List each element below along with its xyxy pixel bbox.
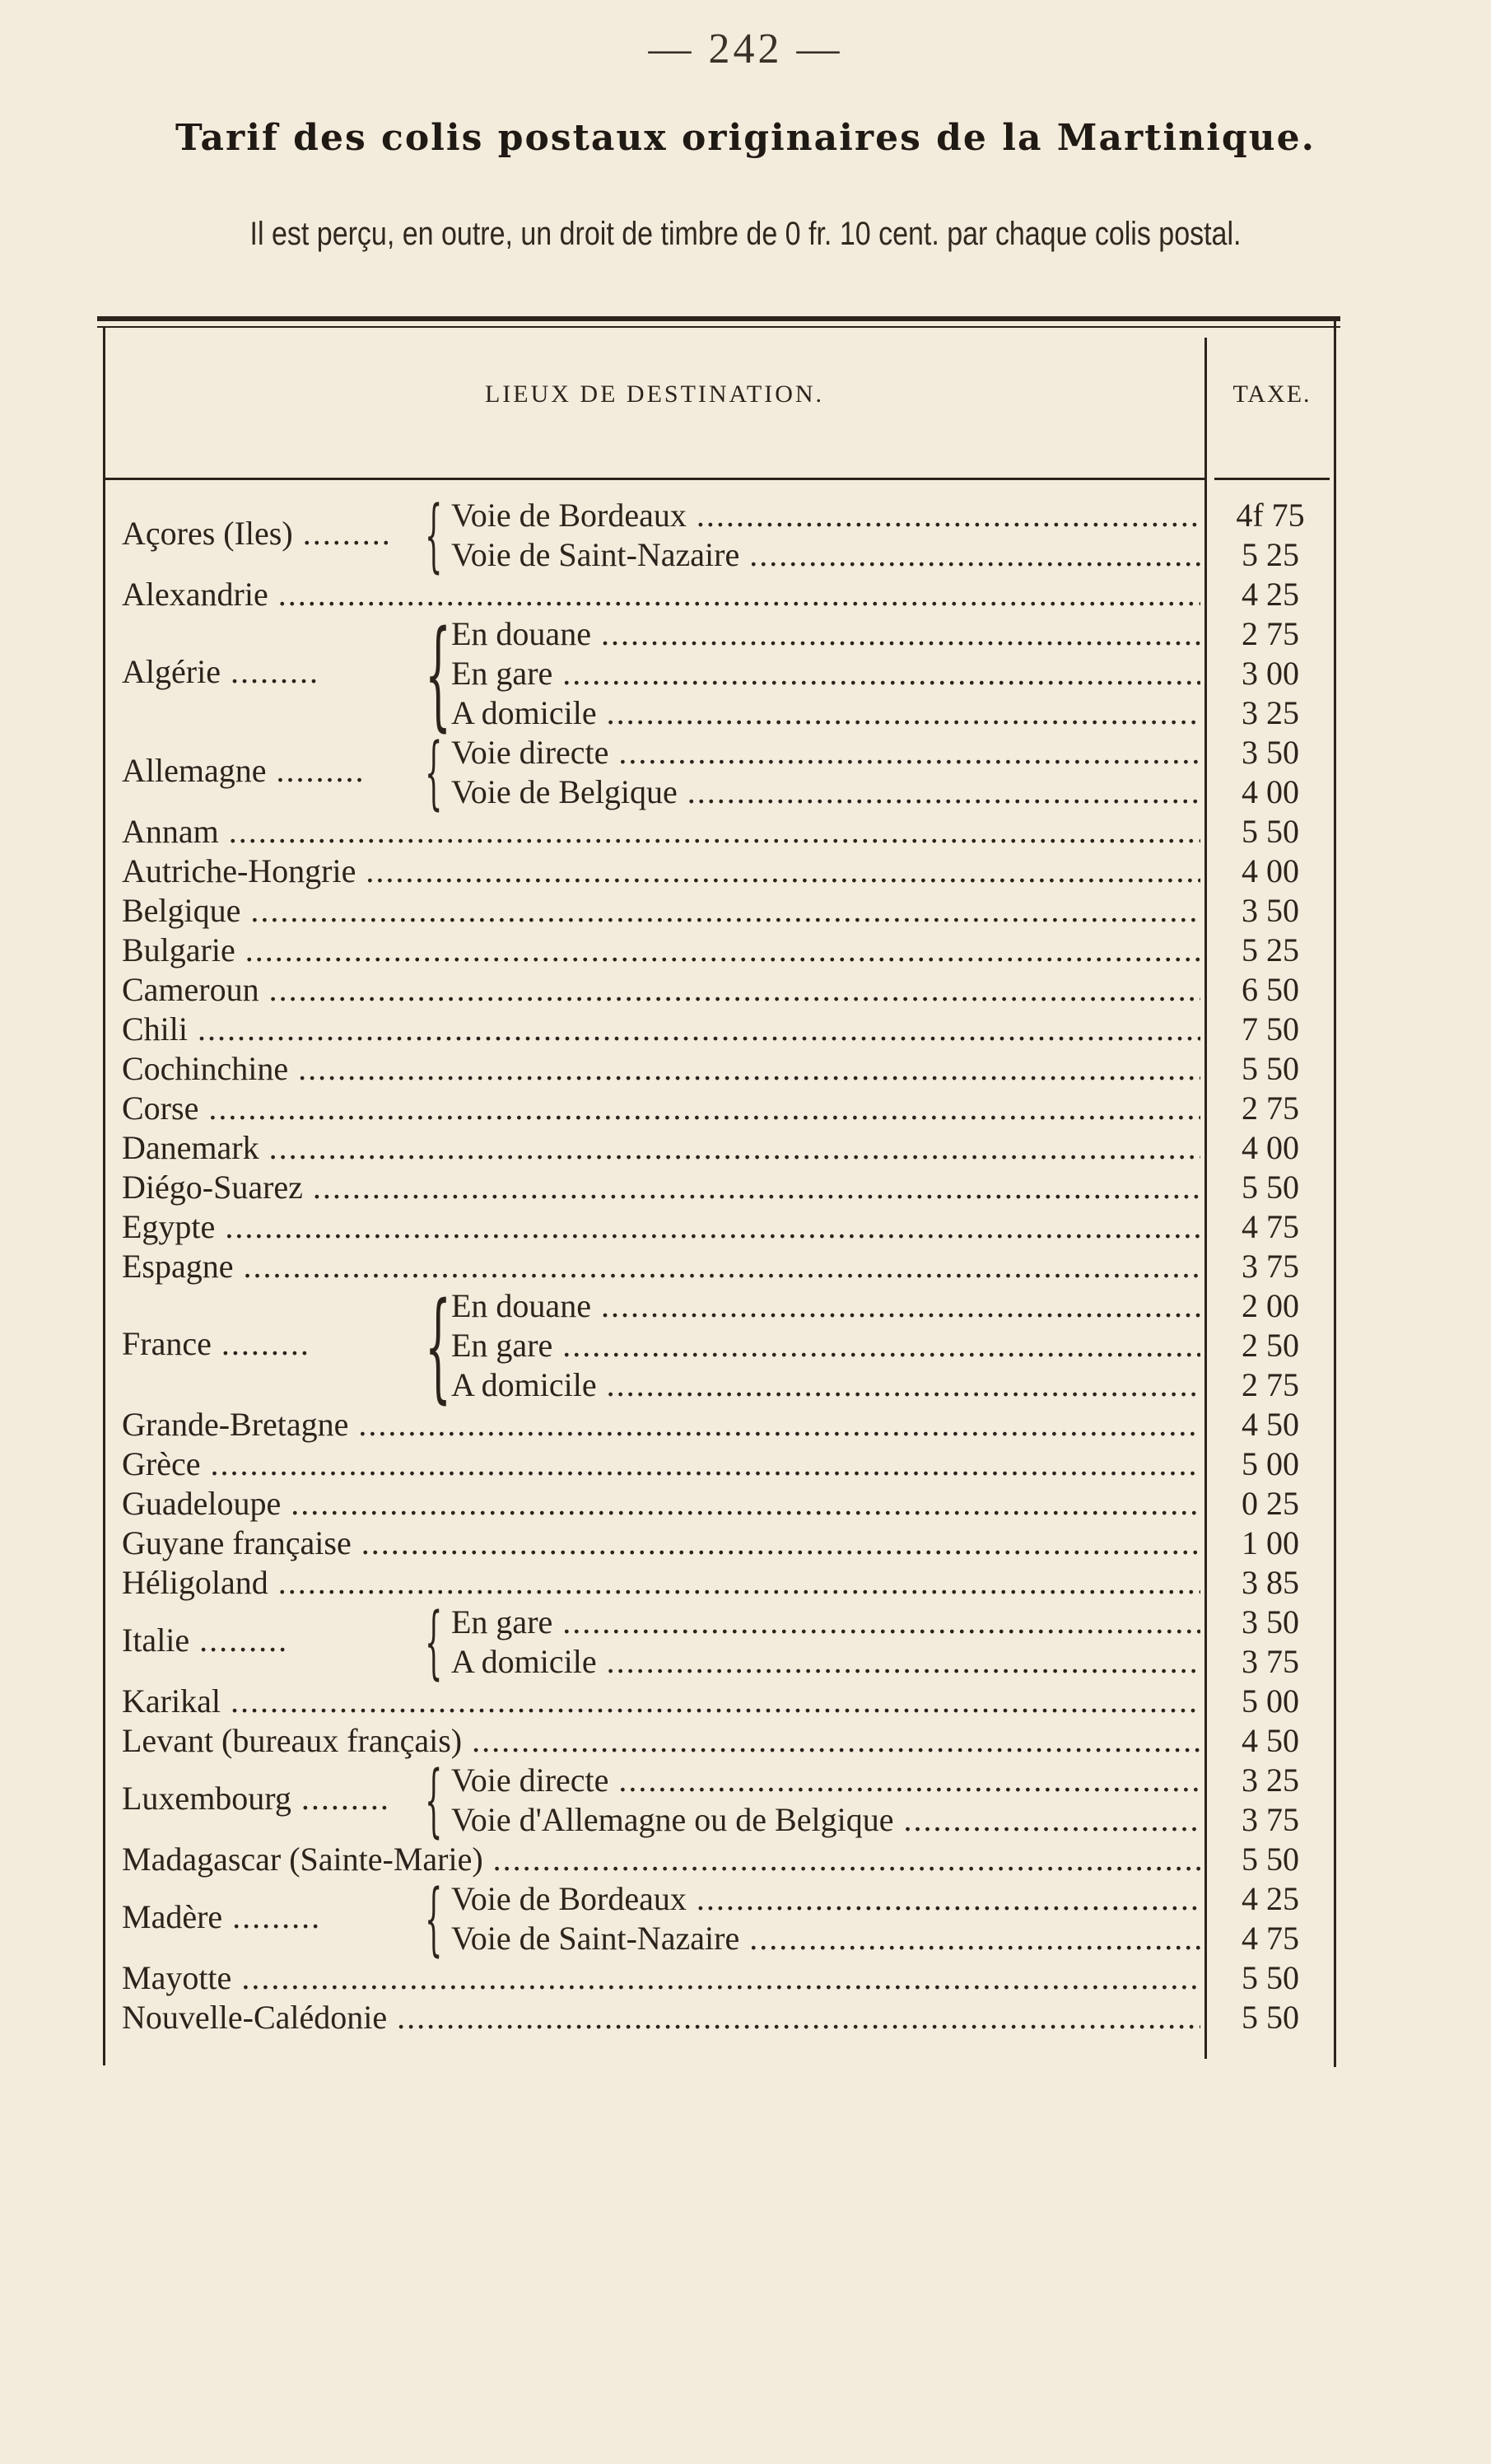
header-rule-dest bbox=[105, 478, 1204, 480]
destination-text: Alexandrie ..... bbox=[122, 576, 1200, 613]
destination-name bbox=[122, 1524, 1200, 1563]
route-text: Voie de Saint-Nazaire ..... bbox=[451, 1920, 1200, 1957]
taxe-value: 3 25 bbox=[1242, 1762, 1299, 1799]
page-number: — 242 — bbox=[648, 26, 843, 72]
route-text: En douane ..... bbox=[451, 615, 1200, 652]
table-row-group bbox=[122, 1754, 1326, 1846]
destination-text: Héligoland ..... bbox=[122, 1564, 1200, 1601]
taxe-value: 3 75 bbox=[1242, 1643, 1299, 1680]
route-label bbox=[451, 654, 1200, 693]
taxe-value: 4 00 bbox=[1242, 852, 1299, 889]
table-right-border bbox=[1334, 317, 1336, 2067]
destination-text: Cochinchine ..... bbox=[122, 1050, 1200, 1087]
taxe-value: 3 85 bbox=[1242, 1564, 1299, 1601]
destination-name bbox=[122, 1089, 1200, 1128]
table-row bbox=[122, 1524, 1326, 1563]
table-row bbox=[122, 1405, 1326, 1444]
destination-text: Italie ..... bbox=[122, 1622, 288, 1659]
brace-symbol: { bbox=[425, 1754, 443, 1846]
taxe-value: 2 75 bbox=[1242, 1090, 1299, 1127]
taxe-value: 4 25 bbox=[1242, 1880, 1299, 1917]
taxe-value: 4f 75 bbox=[1236, 497, 1305, 534]
destination-text: Grèce ..... bbox=[122, 1445, 1200, 1482]
destination-text: Chili ..... bbox=[122, 1010, 1200, 1048]
table-row bbox=[122, 1247, 1326, 1286]
table-row bbox=[122, 1168, 1326, 1207]
route-label bbox=[451, 1326, 1200, 1365]
destination-name bbox=[122, 891, 1200, 931]
route-label bbox=[451, 1603, 1200, 1642]
table-row-group bbox=[122, 489, 1326, 581]
destination-name bbox=[122, 970, 1200, 1010]
destination-name bbox=[122, 1049, 1200, 1089]
table-row bbox=[122, 1207, 1326, 1247]
taxe-value: 5 00 bbox=[1242, 1445, 1299, 1482]
route-label bbox=[451, 496, 1200, 535]
route-label bbox=[451, 535, 1200, 575]
destination-text: Mayotte ..... bbox=[122, 1959, 1200, 1996]
destination-name bbox=[122, 1484, 1200, 1524]
table-top-rule bbox=[97, 316, 1340, 321]
table-row-group bbox=[122, 1596, 1326, 1688]
route-label bbox=[451, 614, 1200, 654]
route-label bbox=[451, 1879, 1200, 1919]
destination-text: Guadeloupe ..... bbox=[122, 1485, 1200, 1522]
destination-text: Bulgarie ..... bbox=[122, 931, 1200, 968]
destination-name bbox=[122, 1324, 310, 1363]
route-label bbox=[451, 1642, 1200, 1682]
destination-name bbox=[122, 1721, 1200, 1761]
table-row bbox=[122, 812, 1326, 852]
destination-text: Egypte ..... bbox=[122, 1208, 1200, 1245]
taxe-value: 4 00 bbox=[1242, 1129, 1299, 1166]
route-label bbox=[451, 1286, 1200, 1326]
table-row bbox=[122, 1682, 1326, 1721]
destination-text: Allemagne ..... bbox=[122, 752, 366, 789]
destination-name bbox=[122, 751, 366, 790]
taxe-value: 3 00 bbox=[1242, 655, 1299, 692]
destination-name bbox=[122, 1405, 1200, 1444]
taxe-value: 3 50 bbox=[1242, 734, 1299, 771]
destination-text: Nouvelle-Calédonie ..... bbox=[122, 1999, 1200, 2036]
destination-name bbox=[122, 1779, 390, 1818]
table-row bbox=[122, 1721, 1326, 1761]
destination-name bbox=[122, 1010, 1200, 1049]
destination-text: Annam ..... bbox=[122, 813, 1200, 850]
taxe-value: 2 00 bbox=[1242, 1287, 1299, 1324]
taxe-value: 5 50 bbox=[1242, 1959, 1299, 1996]
destination-text: Madère ..... bbox=[122, 1898, 321, 1935]
table-row bbox=[122, 852, 1326, 891]
taxe-value: 7 50 bbox=[1242, 1010, 1299, 1048]
destination-name bbox=[122, 1563, 1200, 1603]
taxe-value: 3 50 bbox=[1242, 1603, 1299, 1640]
destination-text: Karikal ..... bbox=[122, 1682, 1200, 1720]
route-text: Voie directe ..... bbox=[451, 734, 1200, 771]
route-label bbox=[451, 1919, 1200, 1958]
table-row bbox=[122, 1840, 1326, 1879]
route-text: En gare ..... bbox=[451, 1603, 1200, 1640]
table-row bbox=[122, 1563, 1326, 1603]
taxe-value: 2 50 bbox=[1242, 1327, 1299, 1364]
destination-name bbox=[122, 1621, 288, 1659]
destination-text: Grande-Bretagne ..... bbox=[122, 1406, 1200, 1443]
table-row-group bbox=[122, 726, 1326, 819]
route-text: Voie de Belgique ..... bbox=[451, 773, 1200, 810]
table-row bbox=[122, 931, 1326, 970]
destination-text: France ..... bbox=[122, 1325, 310, 1362]
table-row-group bbox=[122, 604, 1326, 743]
taxe-value: 4 75 bbox=[1242, 1208, 1299, 1245]
table-row-group bbox=[122, 1873, 1326, 1965]
destination-name bbox=[122, 1998, 1200, 2037]
taxe-value: 3 75 bbox=[1242, 1248, 1299, 1285]
brace-symbol: { bbox=[425, 604, 452, 743]
brace-symbol: { bbox=[425, 1276, 452, 1415]
taxe-value: 4 50 bbox=[1242, 1406, 1299, 1443]
stamp-duty-note: Il est perçu, en outre, un droit de timbre de 0 fr. 10 cent. par chaque colis postal. bbox=[249, 216, 1242, 252]
taxe-value: 3 25 bbox=[1242, 694, 1299, 731]
table-row bbox=[122, 1444, 1326, 1484]
brace-symbol: { bbox=[425, 489, 443, 581]
route-text: En gare ..... bbox=[451, 655, 1200, 692]
taxe-value: 4 00 bbox=[1242, 773, 1299, 810]
route-text: Voie de Bordeaux ..... bbox=[451, 497, 1200, 534]
table-top-rule-thin bbox=[97, 326, 1340, 328]
taxe-value: 3 75 bbox=[1242, 1801, 1299, 1838]
destination-name bbox=[122, 1247, 1200, 1286]
destination-text: Espagne ..... bbox=[122, 1248, 1200, 1285]
destination-name bbox=[122, 1128, 1200, 1168]
taxe-value: 2 75 bbox=[1242, 615, 1299, 652]
destination-text: Danemark ..... bbox=[122, 1129, 1200, 1166]
table-row bbox=[122, 891, 1326, 931]
taxe-value: 5 50 bbox=[1242, 1169, 1299, 1206]
page-title: Tarif des colis postaux originaires de la Martinique. bbox=[175, 117, 1316, 159]
route-label bbox=[451, 1365, 1200, 1405]
taxe-value: 4 25 bbox=[1242, 576, 1299, 613]
route-label bbox=[451, 1800, 1200, 1840]
destination-text: Madagascar (Sainte-Marie) ..... bbox=[122, 1841, 1200, 1878]
taxe-value: 6 50 bbox=[1242, 971, 1299, 1008]
route-text: En douane ..... bbox=[451, 1287, 1200, 1324]
taxe-value: 5 50 bbox=[1242, 1050, 1299, 1087]
route-text: A domicile ..... bbox=[451, 1643, 1200, 1680]
header-rule-taxe bbox=[1214, 478, 1330, 480]
taxe-value: 1 00 bbox=[1242, 1524, 1299, 1561]
brace-symbol: { bbox=[425, 1596, 443, 1688]
route-label bbox=[451, 693, 1200, 733]
table-row bbox=[122, 1958, 1326, 1998]
route-text: Voie de Saint-Nazaire ..... bbox=[451, 536, 1200, 573]
destination-name bbox=[122, 1444, 1200, 1484]
route-text: En gare ..... bbox=[451, 1327, 1200, 1364]
taxe-value: 0 25 bbox=[1242, 1485, 1299, 1522]
destination-text: Algérie ..... bbox=[122, 653, 319, 690]
destination-text: Cameroun ..... bbox=[122, 971, 1200, 1008]
taxe-value: 5 25 bbox=[1242, 931, 1299, 968]
header-destination: LIEUX DE DESTINATION. bbox=[484, 380, 825, 408]
taxe-value: 2 75 bbox=[1242, 1366, 1299, 1403]
brace-symbol: { bbox=[425, 726, 443, 819]
taxe-value: 4 75 bbox=[1242, 1920, 1299, 1957]
destination-text: Luxembourg ..... bbox=[122, 1780, 390, 1817]
header-taxe: TAXE. bbox=[1232, 380, 1312, 408]
destination-name bbox=[122, 1958, 1200, 1998]
table-row bbox=[122, 1010, 1326, 1049]
destination-name bbox=[122, 652, 319, 691]
taxe-value: 3 50 bbox=[1242, 892, 1299, 929]
route-text: Voie d'Allemagne ou de Belgique ..... bbox=[451, 1801, 1200, 1838]
taxe-value: 5 25 bbox=[1242, 536, 1299, 573]
route-text: A domicile ..... bbox=[451, 1366, 1200, 1403]
destination-name bbox=[122, 514, 392, 553]
destination-text: Belgique ..... bbox=[122, 892, 1200, 929]
destination-text: Autriche-Hongrie ..... bbox=[122, 852, 1200, 889]
table-left-border bbox=[103, 328, 105, 2065]
taxe-value: 4 50 bbox=[1242, 1722, 1299, 1759]
destination-text: Açores (Iles) ..... bbox=[122, 515, 392, 552]
destination-text: Corse ..... bbox=[122, 1090, 1200, 1127]
table-row bbox=[122, 1128, 1326, 1168]
destination-name bbox=[122, 1207, 1200, 1247]
destination-name bbox=[122, 575, 1200, 614]
destination-text: Diégo-Suarez ..... bbox=[122, 1169, 1200, 1206]
route-label bbox=[451, 1761, 1200, 1800]
brace-symbol: { bbox=[425, 1873, 443, 1965]
table-row bbox=[122, 1998, 1326, 2037]
destination-name bbox=[122, 812, 1200, 852]
destination-name bbox=[122, 1840, 1200, 1879]
taxe-value: 5 50 bbox=[1242, 1841, 1299, 1878]
table-row bbox=[122, 1484, 1326, 1524]
table-row bbox=[122, 1089, 1326, 1128]
destination-text: Levant (bureaux français) ..... bbox=[122, 1722, 1200, 1759]
table-row bbox=[122, 970, 1326, 1010]
destination-text: Guyane française ..... bbox=[122, 1524, 1200, 1561]
route-label bbox=[451, 733, 1200, 772]
destination-name bbox=[122, 1682, 1200, 1721]
destination-name bbox=[122, 1168, 1200, 1207]
route-text: A domicile ..... bbox=[451, 694, 1200, 731]
destination-name bbox=[122, 852, 1200, 891]
route-text: Voie directe ..... bbox=[451, 1762, 1200, 1799]
route-text: Voie de Bordeaux ..... bbox=[451, 1880, 1200, 1917]
table-row bbox=[122, 1049, 1326, 1089]
route-label bbox=[451, 772, 1200, 812]
taxe-value: 5 50 bbox=[1242, 1999, 1299, 2036]
table-row bbox=[122, 575, 1326, 614]
taxe-value: 5 50 bbox=[1242, 813, 1299, 850]
table-row-group bbox=[122, 1276, 1326, 1415]
taxe-value: 5 00 bbox=[1242, 1682, 1299, 1720]
destination-name bbox=[122, 931, 1200, 970]
destination-name bbox=[122, 1897, 321, 1936]
